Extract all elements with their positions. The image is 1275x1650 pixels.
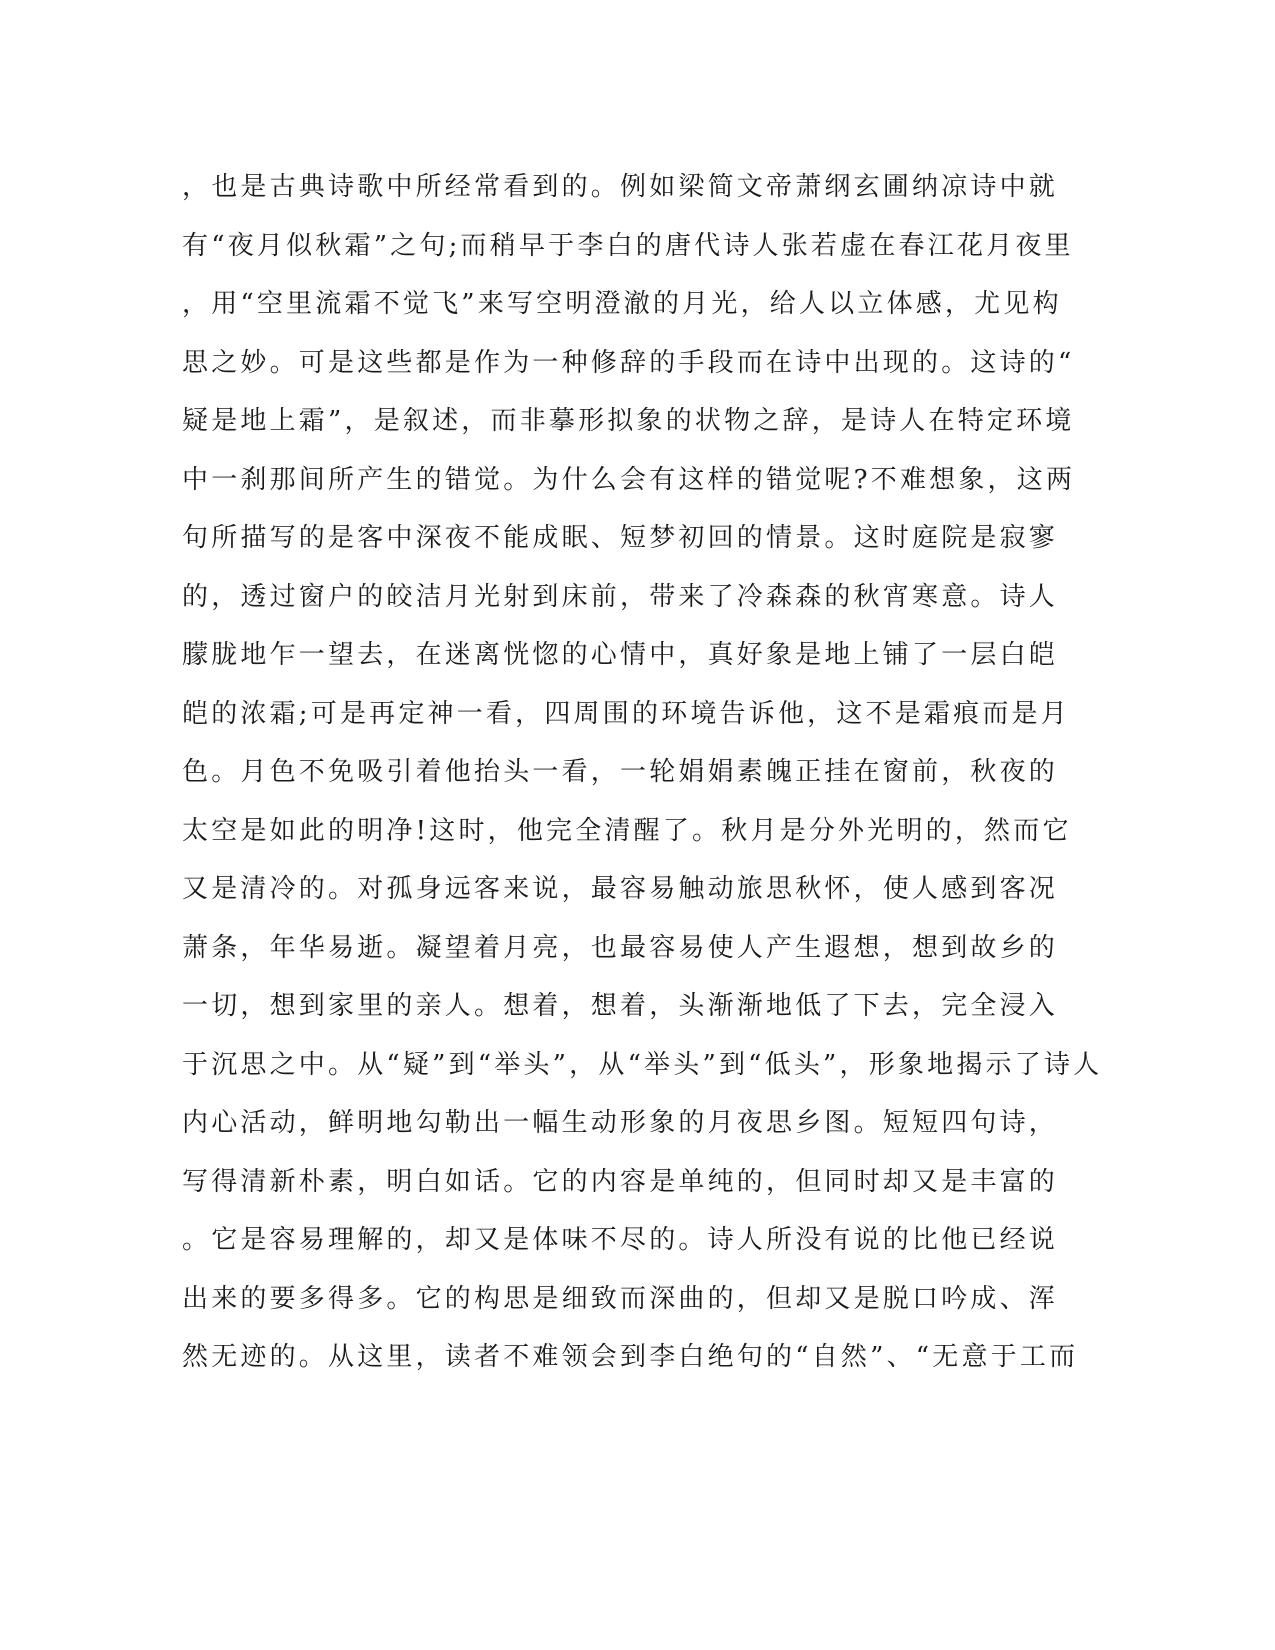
text-line-11: 色。月色不免吸引着他抬头一看，一轮娟娟素魄正挂在窗前，秋夜的 <box>182 757 1059 787</box>
text-line-2: 有“夜月似秋霜”之句;而稍早于李白的唐代诗人张若虚在春江花月夜里 <box>182 230 1074 261</box>
text-line-20: 出来的要多得多。它的构思是细致而深曲的，但却又是脱口吟成、浑 <box>182 1283 1059 1314</box>
text-line-21: 然无迹的。从这里，读者不难领会到李白绝句的“自然”、“无意于工而 <box>182 1342 1079 1372</box>
text-line-17: 内心活动，鲜明地勾勒出一幅生动形象的月夜思乡图。短短四句诗， <box>182 1108 1059 1138</box>
text-line-9: 朦胧地乍一望去，在迷离恍惚的心情中，真好象是地上铺了一层白皑 <box>182 640 1059 670</box>
text-line-12: 太空是如此的明净!这时，他完全清醒了。秋月是分外光明的，然而它 <box>182 815 1072 846</box>
text-line-10: 皑的浓霜;可是再定神一看，四周围的环境告诉他，这不是霜痕而是月 <box>182 698 1070 729</box>
text-line-16: 于沉思之中。从“疑”到“举头”，从“举头”到“低头”，形象地揭示了诗人 <box>182 1049 1103 1080</box>
text-line-1: ，也是古典诗歌中所经常看到的。例如梁简文帝萧纲玄圃纳凉诗中就 <box>182 172 1059 202</box>
text-line-8: 的，透过窗户的皎洁月光射到床前，带来了冷森森的秋宵寒意。诗人 <box>182 581 1059 612</box>
text-line-4: 思之妙。可是这些都是作为一种修辞的手段而在诗中出现的。这诗的“ <box>182 347 1075 378</box>
text-line-18: 写得清新朴素，明白如话。它的内容是单纯的，但同时却又是丰富的 <box>182 1166 1059 1197</box>
text-line-14: 萧条，年华易逝。凝望着月亮，也最容易使人产生遐想，想到故乡的 <box>182 932 1059 963</box>
text-line-19: 。它是容易理解的，却又是体味不尽的。诗人所没有说的比他已经说 <box>182 1225 1059 1255</box>
text-line-5: 疑是地上霜”，是叙述，而非摹形拟象的状物之辞，是诗人在特定环境 <box>182 406 1075 436</box>
body-text <box>182 158 1103 1387</box>
text-line-7: 句所描写的是客中深夜不能成眠、短梦初回的情景。这时庭院是寂寥 <box>182 523 1059 553</box>
text-line-6: 中一刹那间所产生的错觉。为什么会有这样的错觉呢?不难想象，这两 <box>182 464 1076 495</box>
text-line-3: ，用“空里流霜不觉飞”来写空明澄澈的月光，给人以立体感，尤见构 <box>182 289 1062 319</box>
text-line-13: 又是清冷的。对孤身远客来说，最容易触动旅思秋怀，使人感到客况 <box>182 874 1059 904</box>
text-line-15: 一切，想到家里的亲人。想着，想着，头渐渐地低了下去，完全浸入 <box>182 991 1059 1021</box>
